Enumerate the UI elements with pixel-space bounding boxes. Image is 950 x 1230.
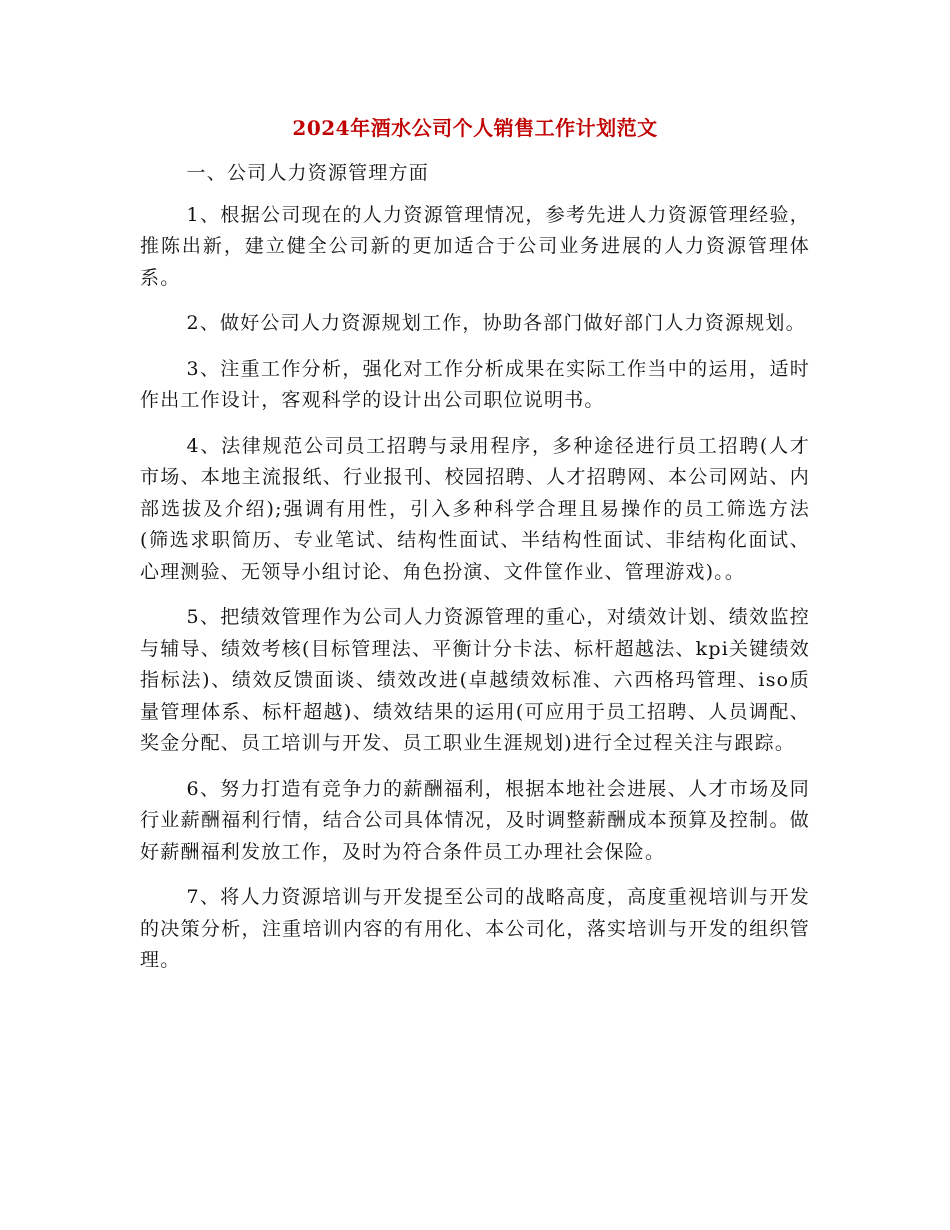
paragraph-6: 6、努力打造有竞争力的薪酬福利，根据本地社会进展、人才市场及同行业薪酬福利行情，结合公司具体情况，及时调整薪酬成本预算及控制。做好薪酬福利发放工作，及时为符合条件员工办理社会保险。 [140, 777, 810, 863]
paragraph-2: 2、做好公司人力资源规划工作，协助各部门做好部门人力资源规划。 [186, 312, 806, 334]
document-title: 2024年酒水公司个人销售工作计划范文 [292, 116, 658, 140]
section-heading: 一、公司人力资源管理方面 [186, 162, 429, 184]
paragraph-3: 3、注重工作分析，强化对工作分析成果在实际工作当中的运用，适时作出工作设计，客观科学的设计出公司职位说明书。 [140, 357, 810, 411]
paragraph-4: 4、法律规范公司员工招聘与录用程序，多种途径进行员工招聘(人才市场、本地主流报纸、行业报刊、校园招聘、人才招聘网、本公司网站、内部选拔及介绍);强调有用性，引入多种科学合理且易操作的员工筛选方法(筛选求职简历、专业笔试、结构性面试、半结构性面试、非结构化面试、心理测验、无领导小组讨论、角色扮演、文件筐作业、管理游戏)。。 [140, 434, 810, 583]
paragraph-1: 1、根据公司现在的人力资源管理情况，参考先进人力资源管理经验，推陈出新，建立健全公司新的更加适合于公司业务进展的人力资源管理体系。 [140, 203, 810, 289]
paragraph-7: 7、将人力资源培训与开发提至公司的战略高度，高度重视培训与开发的决策分析，注重培训内容的有用化、本公司化，落实培训与开发的组织管理。 [140, 886, 810, 971]
paragraph-5: 5、把绩效管理作为公司人力资源管理的重心，对绩效计划、绩效监控与辅导、绩效考核(目标管理法、平衡计分卡法、标杆超越法、kpi关键绩效指标法)、绩效反馈面谈、绩效改进(卓越绩效标准、六西格玛管理、iso质量管理体系、标杆超越)、绩效结果的运用(可应用于员工招聘、人员调配、奖金分配、员工培训与开发、员工职业生涯规划)进行全过程关注与跟踪。 [140, 606, 810, 754]
document-body [140, 158, 810, 991]
